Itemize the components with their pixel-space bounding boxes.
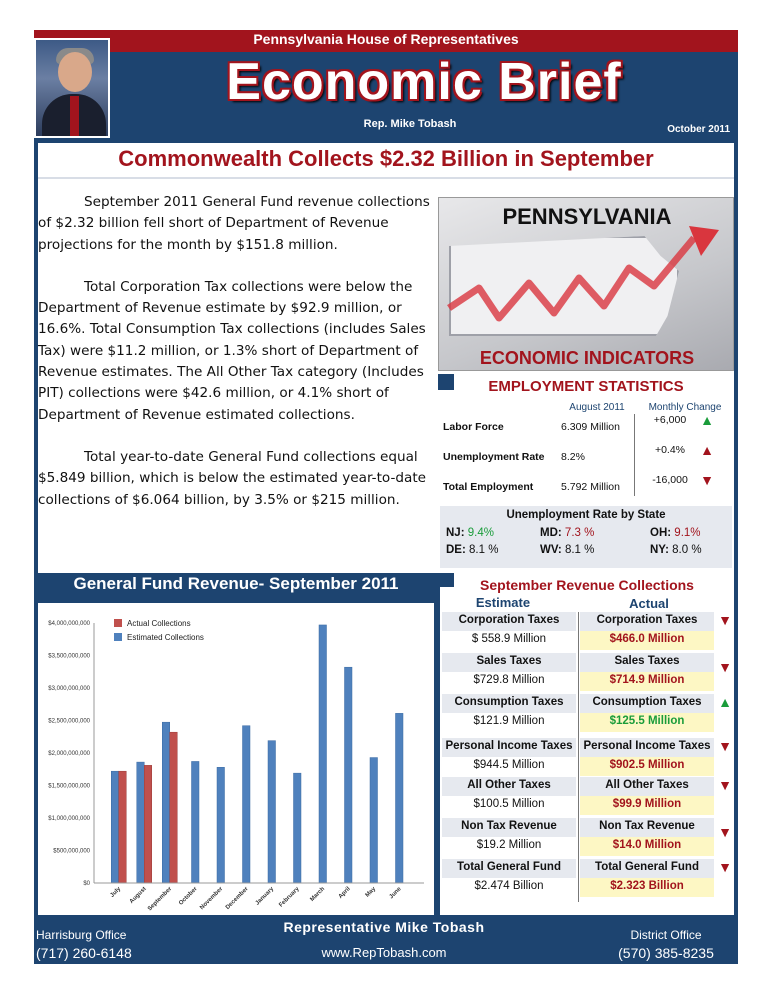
- state-name: DE:: [446, 544, 466, 556]
- state-value: 9.4%: [467, 527, 494, 539]
- estimate-value: $2.474 Billion: [474, 880, 544, 892]
- row-value: 6.309 Million: [561, 421, 620, 433]
- employment-row: [443, 472, 733, 502]
- y-tick-label: $2,500,000,000: [48, 718, 90, 725]
- x-tick-label: August: [128, 886, 148, 906]
- estimate-value: $121.9 Million: [473, 715, 545, 727]
- estimate-header: Estimate: [475, 595, 531, 610]
- issue-date: October 2011: [667, 124, 730, 135]
- revenue-row: [442, 651, 734, 692]
- org-name: Pennsylvania House of Representatives: [253, 31, 519, 47]
- x-tick-label: December: [224, 886, 250, 911]
- x-tick-label: May: [364, 886, 378, 899]
- bars: [111, 625, 403, 883]
- arrow-up-icon: ▲: [700, 442, 714, 458]
- row-label: Total Employment: [443, 481, 534, 493]
- y-tick-label: $4,000,000,000: [48, 621, 90, 627]
- x-tick-label: April: [337, 886, 352, 901]
- rep-name: Rep. Mike Tobash: [363, 118, 457, 130]
- legend: [114, 619, 204, 642]
- pennsylvania-graphic: [438, 197, 734, 371]
- row-change: +0.4%: [654, 444, 686, 456]
- actual-value: $125.5 Million: [580, 713, 714, 732]
- x-axis: [94, 883, 424, 912]
- estimate-value: $19.2 Million: [476, 839, 542, 851]
- bar-estimated: [294, 773, 302, 883]
- bar-estimated: [345, 667, 353, 883]
- district-phone: (570) 385-8235: [618, 945, 714, 961]
- bar-estimated: [319, 625, 327, 883]
- revenue-title: September Revenue Collections: [480, 577, 694, 593]
- bar-estimated: [162, 722, 170, 883]
- headline: Commonwealth Collects $2.32 Billion in September: [118, 146, 654, 171]
- state-value: 8.1 %: [564, 544, 595, 556]
- y-tick-label: $1,000,000,000: [48, 816, 90, 822]
- x-tick-label: March: [309, 886, 327, 903]
- revenue-row: [442, 610, 734, 651]
- y-tick-label: $3,500,000,000: [48, 653, 90, 660]
- state-value: 8.0 %: [672, 544, 702, 556]
- state-name: MD:: [540, 527, 562, 539]
- bar-actual: [170, 732, 178, 883]
- bar-estimated: [268, 741, 276, 883]
- state-value: 8.1 %: [469, 544, 499, 556]
- x-tick-label: October: [178, 886, 199, 907]
- x-tick-label: September: [146, 886, 174, 913]
- x-tick-label: February: [278, 886, 301, 909]
- row-value: 8.2%: [561, 451, 585, 463]
- x-tick-label: July: [109, 886, 123, 899]
- y-tick-label: $500,000,000: [53, 848, 90, 855]
- economic-indicators-label: ECONOMIC INDICATORS: [479, 348, 695, 368]
- x-tick-label: January: [254, 886, 276, 907]
- row-label: Labor Force: [443, 421, 504, 433]
- actual-value: $14.0 Million: [580, 837, 714, 856]
- revenue-row: [442, 816, 734, 857]
- y-tick-label: $3,000,000,000: [48, 686, 90, 692]
- bar-estimated: [370, 758, 378, 883]
- actual-header: Actual: [629, 596, 669, 611]
- state-rate-wv: [540, 544, 594, 556]
- column-divider: [578, 612, 579, 902]
- state-label: PENNSYLVANIA: [502, 204, 672, 229]
- column-header-change: Monthly Change: [648, 402, 722, 413]
- bar-estimated: [192, 761, 200, 883]
- district-office-label: District Office: [630, 928, 702, 942]
- actual-label: Sales Taxes: [580, 653, 714, 672]
- y-axis: [48, 621, 94, 887]
- actual-label: Consumption Taxes: [580, 694, 714, 713]
- legend-label: Estimated Collections: [127, 633, 204, 642]
- y-tick-label: $1,500,000,000: [48, 783, 90, 790]
- employment-row: [443, 412, 733, 442]
- state-rate-md: [540, 527, 594, 539]
- state-rate-de: [446, 544, 498, 556]
- arrow-down-icon: ▼: [718, 777, 732, 793]
- article-paragraph: September 2011 General Fund revenue collections of $2.32 billion fell short of Department of Revenue projections for the month by $151.8 million.: [38, 194, 430, 253]
- headline-divider: [38, 177, 734, 179]
- state-value: 7.3 %: [564, 527, 595, 539]
- actual-label: Non Tax Revenue: [580, 818, 714, 837]
- article-paragraph: Total year-to-date General Fund collections equal $5.849 billion, which is below the estimated year-to-date collections of $6.064 billion, by 3.5% or $215 million.: [38, 448, 427, 508]
- arrow-down-icon: ▼: [718, 824, 732, 840]
- bar-estimated: [243, 726, 251, 883]
- actual-label: Corporation Taxes: [580, 612, 714, 631]
- actual-value: $466.0 Million: [580, 631, 714, 650]
- revenue-row: [442, 692, 734, 733]
- state-name: NY:: [650, 544, 669, 556]
- actual-label: All Other Taxes: [580, 777, 714, 796]
- state-rate-oh: [650, 527, 701, 539]
- harrisburg-phone: (717) 260-6148: [36, 945, 132, 961]
- estimate-label: Personal Income Taxes: [442, 738, 576, 757]
- x-tick-label: June: [388, 886, 403, 901]
- state-name: WV:: [540, 544, 562, 556]
- arrow-down-icon: ▼: [718, 612, 732, 628]
- state-name: OH:: [650, 527, 672, 539]
- estimate-label: Corporation Taxes: [442, 612, 576, 631]
- photo-tie: [70, 96, 79, 136]
- employment-title: EMPLOYMENT STATISTICS: [488, 378, 684, 395]
- bar-estimated: [137, 762, 145, 883]
- state-name: NJ:: [446, 527, 465, 539]
- state-rate-ny: [650, 544, 702, 556]
- row-change: +6,000: [653, 414, 687, 426]
- estimate-label: Total General Fund: [442, 859, 576, 878]
- arrow-down-icon: ▼: [700, 472, 714, 488]
- harrisburg-office-label: Harrisburg Office: [36, 928, 127, 942]
- estimate-label: All Other Taxes: [442, 777, 576, 796]
- revenue-bar-chart: [38, 603, 434, 915]
- estimate-label: Consumption Taxes: [442, 694, 576, 713]
- arrow-down-icon: ▼: [718, 738, 732, 754]
- y-tick-label: $2,000,000,000: [48, 751, 90, 757]
- row-change: -16,000: [652, 474, 688, 486]
- estimate-value: $ 558.9 Million: [471, 633, 547, 645]
- row-label: Unemployment Rate: [443, 451, 545, 463]
- actual-value: $714.9 Million: [580, 672, 714, 691]
- article-paragraph: Total Corporation Tax collections were below the Department of Revenue estimate by $92.9 million, or 16.6%. Total Consumption Tax collections (includes Sales Tax) were $11.2 million, or 1.3% short of Department of Revenue estimates. The All Other Tax category (Includes PIT) collections were $42.6 million, or 4.1% short of Department of Revenue estimated collections.: [38, 278, 426, 423]
- legend-swatch: [114, 619, 122, 627]
- unemployment-by-state-title: Unemployment Rate by State: [506, 509, 666, 521]
- state-value: 9.1%: [674, 527, 701, 539]
- estimate-value: $100.5 Million: [473, 798, 545, 810]
- bar-estimated: [111, 771, 119, 883]
- chart-title: General Fund Revenue- September 2011: [73, 574, 399, 593]
- revenue-row: [442, 775, 734, 816]
- employment-row: [443, 442, 733, 472]
- actual-value: $2.323 Billion: [580, 878, 714, 897]
- actual-value: $99.9 Million: [580, 796, 714, 815]
- bar-actual: [144, 765, 152, 883]
- footer-rep-name: Representative Mike Tobash: [283, 919, 485, 935]
- estimate-value: $729.8 Million: [473, 674, 545, 686]
- actual-label: Personal Income Taxes: [580, 738, 714, 757]
- footer-website-link[interactable]: www.RepTobash.com: [321, 945, 447, 960]
- y-tick-label: $0: [83, 881, 90, 887]
- actual-label: Total General Fund: [580, 859, 714, 878]
- bar-actual: [119, 771, 127, 883]
- estimate-label: Non Tax Revenue: [442, 818, 576, 837]
- trend-line: [449, 238, 694, 318]
- revenue-row: [442, 736, 734, 777]
- arrow-down-icon: ▼: [718, 859, 732, 875]
- photo-face: [58, 52, 92, 92]
- state-rate-nj: [446, 527, 494, 539]
- x-tick-label: November: [199, 886, 225, 912]
- arrow-up-icon: ▲: [718, 694, 732, 710]
- row-value: 5.792 Million: [561, 481, 620, 493]
- representative-photo: [34, 38, 110, 138]
- legend-label: Actual Collections: [127, 619, 191, 628]
- bar-estimated: [217, 767, 225, 883]
- arrow-down-icon: ▼: [718, 659, 732, 675]
- estimate-value: $944.5 Million: [473, 759, 545, 771]
- article-body: [38, 192, 430, 532]
- bar-estimated: [396, 713, 404, 883]
- page-title: Economic Brief: [226, 53, 622, 111]
- estimate-label: Sales Taxes: [442, 653, 576, 672]
- revenue-row: [442, 857, 734, 898]
- legend-swatch: [114, 633, 122, 641]
- column-header-august: August 2011: [569, 402, 625, 413]
- actual-value: $902.5 Million: [580, 757, 714, 776]
- arrow-up-icon: ▲: [700, 412, 714, 428]
